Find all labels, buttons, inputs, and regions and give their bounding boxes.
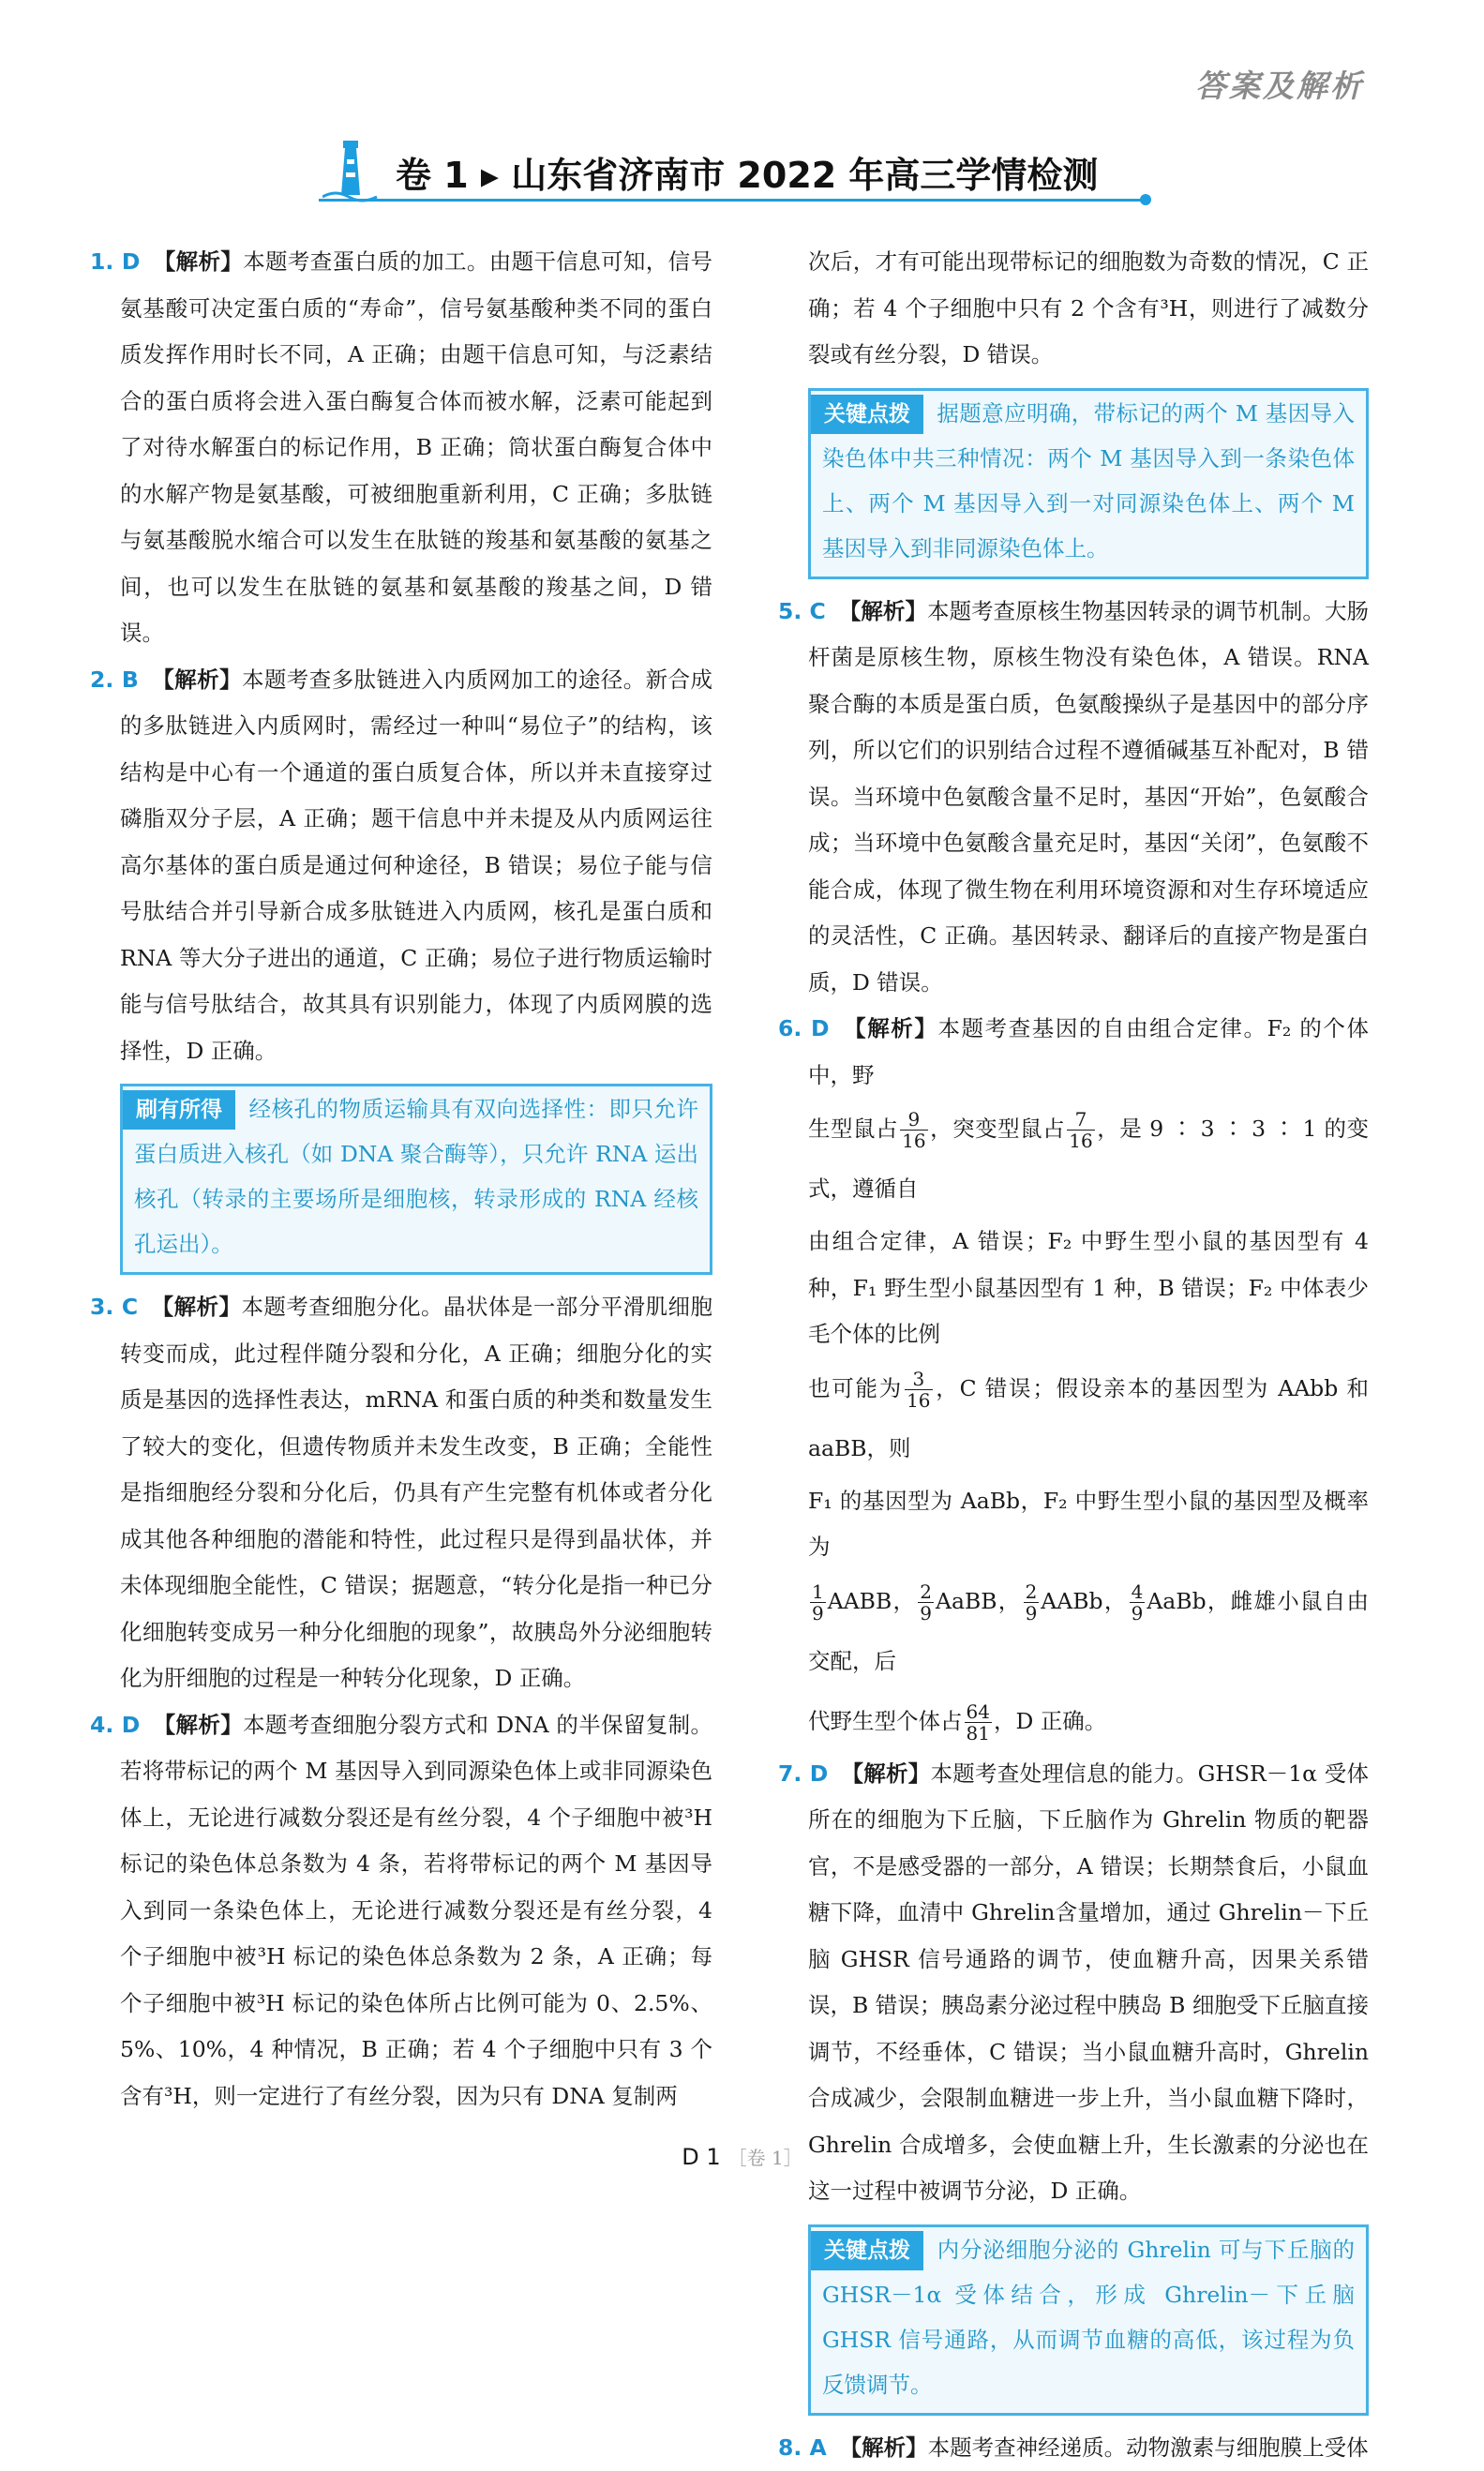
title-underline — [319, 199, 1142, 202]
left-column — [90, 239, 712, 2119]
answer-item-7: 7. D 【解析】本题考查处理信息的能力。GHSR－1α 受体所在的细胞为下丘脑，下丘脑作为 Ghrelin 物质的靶器官，不是感受器的一部分，A 错误；长期禁食后，小鼠血糖下降，血清中 Ghrelin含量增加，通过 Ghrelin－下丘脑 GHSR 信号通路的调节，使血糖升高，因果关系错误，B 错误；胰岛素分泌过程中胰岛 B 细胞受下丘脑直接调节，不经垂体，C 错误；当小鼠血糖升高时，Ghrelin 合成减少，会限制血糖进一步上升，当小鼠血糖下降时，Ghrelin 合成增多，会使血糖上升，生长激素的分泌也在这一过程中被调节分泌，D 正确。 — [778, 1751, 1369, 2215]
answer-item-8: 8. A 【解析】本题考查神经递质。动物激素与细胞膜上受体 — [778, 2425, 1369, 2471]
tip-label: 关键点拨 — [811, 395, 923, 434]
fraction: $\frac{2}{9}$ — [1024, 1581, 1040, 1624]
title-dot — [1140, 194, 1151, 205]
answer-item-4-continued: 次后，才有可能出现带标记的细胞数为奇数的情况，C 正确；若 4 个子细胞中只有 2 个含有³H，则进行了减数分裂或有丝分裂，D 错误。 — [778, 239, 1369, 379]
section-title — [319, 141, 1144, 216]
answer-item-2: 2. B 【解析】本题考查多肽链进入内质网加工的途径。新合成的多肽链进入内质网时，需经过一种叫“易位子”的结构，该结构是中心有一个通道的蛋白质复合体，所以并未直接穿过磷脂双分子层，A 正确；题干信息中并未提及从内质网运往高尔基体的蛋白质是通过何种途径，B 错误；易位子能与信号肽结合并引导新合成多肽链进入内质网，核孔是蛋白质和 RNA 等大分子进出的通道，C 正确；易位子进行物质运输时能与信号肽结合，故其具有识别能力，体现了内质网膜的选择性，D 正确。 — [90, 657, 712, 1075]
tip-box-key-1: 关键点拨 据题意应明确，带标记的两个 M 基因导入染色体中共三种情况：两个 M 基因导入到一条染色体上、两个 M 基因导入到一对同源染色体上、两个 M 基因导入到非同源染色体上。 — [808, 388, 1369, 579]
right-column — [778, 239, 1369, 2471]
page-sub-label: ［卷 1］ — [728, 2147, 802, 2169]
fraction: $\frac{9}{16}$ — [900, 1109, 927, 1151]
answer-item-1: 1. D 【解析】本题考查蛋白质的加工。由题干信息可知，信号氨基酸可决定蛋白质的“寿命”，信号氨基酸种类不同的蛋白质发挥作用时长不同，A 正确；由题干信息可知，与泛素结合的蛋白质将会进入蛋白酶复合体而被水解，泛素可能起到了对待水解蛋白的标记作用，B 正确；筒状蛋白酶复合体中的水解产物是氨基酸，可被细胞重新利用，C 正确；多肽链与氨基酸脱水缩合可以发生在肽链的羧基和氨基酸的氨基之间，也可以发生在肽链的氨基和氨基酸的羧基之间，D 错误。 — [90, 239, 712, 657]
tip-box-gain: 刷有所得 经核孔的物质运输具有双向选择性：即只允许蛋白质进入核孔（如 DNA 聚合酶等），只允许 RNA 运出核孔（转录的主要场所是细胞核，转录形成的 RNA 经核孔运出）。 — [120, 1084, 712, 1275]
page-footer — [0, 2143, 1484, 2170]
corner-section-label: 答案及解析 — [1195, 62, 1364, 106]
page-title: 卷 1 ▸ 山东省济南市 2022 年高三学情检测 — [396, 146, 1098, 198]
page-number: D 1 — [682, 2144, 720, 2170]
fraction: $\frac{7}{16}$ — [1067, 1109, 1094, 1151]
fraction: $\frac{2}{9}$ — [918, 1581, 934, 1624]
tip-label: 刷有所得 — [123, 1090, 235, 1130]
answer-item-5: 5. C 【解析】本题考查原核生物基因转录的调节机制。大肠杆菌是原核生物，原核生物没有染色体，A 错误。RNA 聚合酶的本质是蛋白质，色氨酸操纵子是基因中的部分序列，所以它们的识别结合过程不遵循碱基互补配对，B 错误。当环境中色氨酸含量不足时，基因“开始”，色氨酸合成；当环境中色氨酸含量充足时，基因“关闭”，色氨酸不能合成，体现了微生物在利用环境资源和对生存环境适应的灵活性，C 正确。基因转录、翻译后的直接产物是蛋白质，D 错误。 — [778, 589, 1369, 1007]
fraction: $\frac{64}{81}$ — [965, 1701, 992, 1744]
lighthouse-icon — [322, 137, 379, 202]
tip-box-key-2: 关键点拨 内分泌细胞分泌的 Ghrelin 可与下丘脑的 GHSR－1α 受体结合，形成 Ghrelin－下丘脑 GHSR 信号通路，从而调节血糖的高低，该过程为负反馈调节。 — [808, 2224, 1369, 2416]
fraction: $\frac{1}{9}$ — [810, 1581, 826, 1624]
fraction: $\frac{3}{16}$ — [905, 1369, 932, 1411]
answer-item-6: 6. D 【解析】本题考查基因的自由组合定律。F₂ 的个体中，野 生型鼠占 $\frac{9}{16}$ ，突变型鼠占 $\frac{7}{16}$ ，是 9 ∶ 3 ∶ 3 ∶ 1 的变式，遵循自 由组合定律，A 错误；F₂ 中野生型小鼠的基因型有 4 种，F₁ 野生型小鼠基因型有 1 种，B 错误；F₂ 中体表少毛个体的比例 也可能为 $\frac{3}{16}$ ，C 错误；假设亲本的基因型为 AAbb 和 aaBB，则 F₁ 的基因型为 AaBb，F₂ 中野生型小鼠的基因型及概率为 $\frac{1}{9}$ AABB， $\frac{2}{9}$ AaBB， $\frac{2}{9}$ AABb， $\frac{4}{9}$ AaBb，雌雄小鼠自由交配，后 代野生型个体占 $\frac{64}{81}$ ，D 正确。 — [778, 1006, 1369, 1751]
answer-item-3: 3. C 【解析】本题考查细胞分化。晶状体是一部分平滑肌细胞转变而成，此过程伴随分裂和分化，A 正确；细胞分化的实质是基因的选择性表达，mRNA 和蛋白质的种类和数量发生了较大的变化，但遗传物质并未发生改变，B 正确；全能性是指细胞经分裂和分化后，仍具有产生完整有机体或者分化成其他各种细胞的潜能和特性，此过程只是得到晶状体，并未体现细胞全能性，C 错误；据题意，“转分化是指一种已分化细胞转变成另一种分化细胞的现象”，故胰岛外分泌细胞转化为肝细胞的过程是一种转分化现象，D 正确。 — [90, 1284, 712, 1702]
fraction: $\frac{4}{9}$ — [1130, 1581, 1146, 1624]
tip-label: 关键点拨 — [811, 2231, 923, 2270]
answer-item-4: 4. D 【解析】本题考查细胞分裂方式和 DNA 的半保留复制。若将带标记的两个 M 基因导入到同源染色体上或非同源染色体上，无论进行减数分裂还是有丝分裂，4 个子细胞中被³H 标记的染色体总条数为 4 条，若将带标记的两个 M 基因导入到同一条染色体上，无论进行减数分裂还是有丝分裂，4 个子细胞中被³H 标记的染色体总条数为 2 条，A 正确；每个子细胞中被³H 标记的染色体所占比例可能为 0、2.5%、5%、10%，4 种情况，B 正确；若 4 个子细胞中只有 3 个含有³H，则一定进行了有丝分裂，因为只有 DNA 复制两 — [90, 1702, 712, 2120]
